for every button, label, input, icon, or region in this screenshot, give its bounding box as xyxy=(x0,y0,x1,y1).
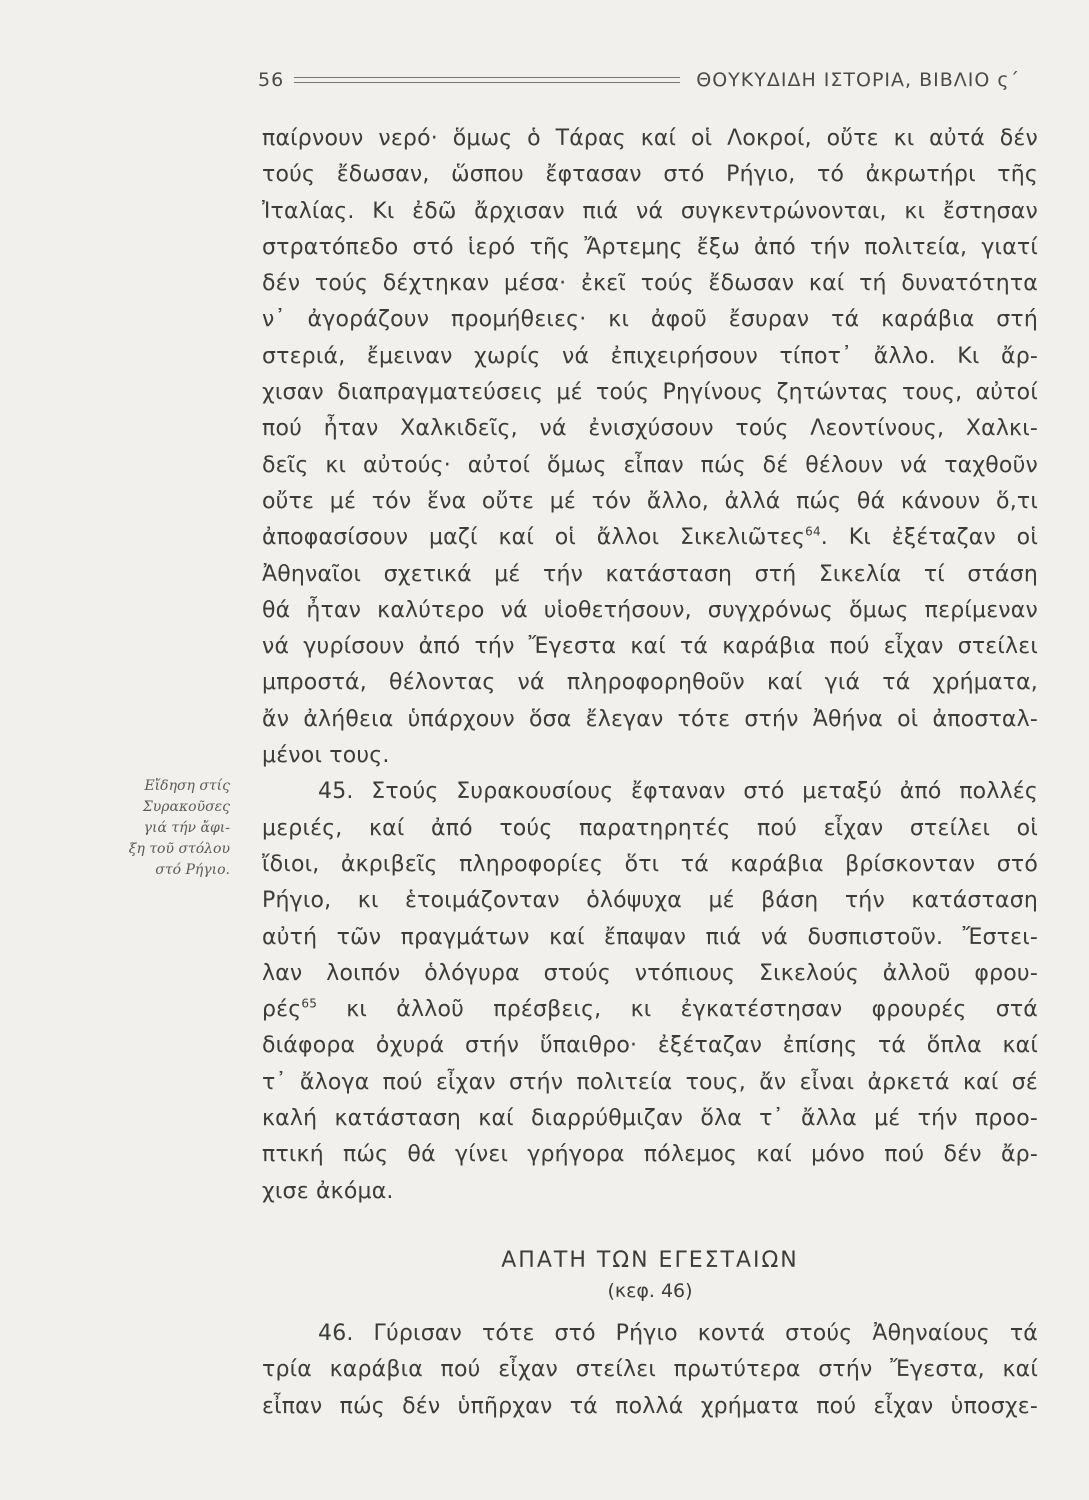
text-line: στεριά, ἔμειναν χωρίς νά ἐπιχειρήσουν τίποτ᾿ ἄλλο. Κι ἄρ- xyxy=(262,343,1038,369)
text-line: χισε ἀκόμα. xyxy=(262,1178,394,1204)
margin-note-line: γιά τήν ἄφι- xyxy=(143,820,230,836)
text-line: καλή κατάσταση καί διαρρύθμιζαν ὅλα τ᾿ ἄλλα μέ τήν προο- xyxy=(262,1106,1038,1132)
text-line: αὐτή τῶν πραγμάτων καί ἔπαψαν πιά νά δυσπιστοῦν. Ἔστει- xyxy=(262,924,1038,950)
text-line: τρία καράβια πού εἶχαν στείλει πρωτύτερα στήν Ἔγεστα, καί xyxy=(262,1357,1038,1383)
paragraph-46 xyxy=(262,1316,1038,1425)
text-fragment: ἀποφασίσουν μαζί καί οἱ ἄλλοι Σικελιῶτες xyxy=(262,525,806,551)
text-line: οὔτε μέ τόν ἕνα οὔτε μέ τόν ἄλλο, ἀλλά πώς θά κάνουν ὅ,τι xyxy=(262,488,1038,514)
text-line: πού ἦταν Χαλκιδεῖς, νά ἐνισχύσουν τούς Λεοντίνους, Χαλκι- xyxy=(262,416,1038,442)
text-line: πτική πώς θά γίνει γρήγορα πόλεμος καί μόνο πού δέν ἄρ- xyxy=(262,1142,1038,1168)
margin-note-line: Εἴδηση στίς xyxy=(144,778,230,794)
running-title: ΘΟΥΚΥΔΙΔΗ ΙΣΤΟΡΙΑ, ΒΙΒΛΙΟ ς΄ xyxy=(696,69,1020,91)
text-line: Ἀθηναῖοι σχετικά μέ τήν κατάσταση στή Σικελία τί στάση xyxy=(262,561,1038,587)
text-line: νά γυρίσουν ἀπό τήν Ἔγεστα καί τά καράβια πού εἶχαν στείλει xyxy=(262,634,1038,660)
text-fragment: . Κι ἐξέταζαν οἱ xyxy=(820,525,1038,551)
text-line xyxy=(262,992,1038,1028)
text-line: ν᾿ ἀγοράζουν προμήθειες· κι ἀφοῦ ἔσυραν τά καράβια στή xyxy=(262,307,1038,333)
paragraph-1 xyxy=(262,121,1038,774)
header-double-rule xyxy=(294,77,680,83)
text-line: 45. Στούς Συρακουσίους ἔφταναν στό μεταξύ ἀπό πολλές xyxy=(318,779,1038,805)
text-line: δεῖς κι αὐτούς· αὐτοί ὅμως εἶπαν πώς δέ θέλουν νά ταχθοῦν xyxy=(262,452,1038,478)
text-line: μένοι τους. xyxy=(262,743,390,769)
page-body xyxy=(262,121,1038,1425)
text-fragment: κι ἀλλοῦ πρέσβεις, κι ἐγκατέστησαν φρουρές στά xyxy=(317,997,1038,1023)
text-line: ἄν ἀλήθεια ὑπάρχουν ὅσα ἔλεγαν τότε στήν Ἀθήνα οἱ ἀποσταλ- xyxy=(262,706,1038,732)
text-line: τούς ἔδωσαν, ὥσπου ἔφτασαν στό Ρήγιο, τό ἀκρωτήρι τῆς xyxy=(262,162,1038,188)
section-subheading: (κεφ. 46) xyxy=(607,1279,693,1302)
text-line: θά ἦταν καλύτερο νά υἱοθετήσουν, συγχρόνως ὅμως περίμεναν xyxy=(262,597,1038,623)
margin-note xyxy=(70,776,230,881)
running-header xyxy=(258,66,1020,94)
text-line xyxy=(262,520,1038,556)
margin-note-line: Συρακοῦσες xyxy=(142,799,230,815)
text-line: δέν τούς δέχτηκαν μέσα· ἐκεῖ τούς ἔδωσαν καί τή δυνατότητα xyxy=(262,271,1038,297)
footnote-marker: 64 xyxy=(805,524,821,539)
text-line: μπροστά, θέλοντας νά πληροφορηθοῦν καί γιά τά χρήματα, xyxy=(262,670,1038,696)
text-line: Ἰταλίας. Κι ἐδῶ ἄρχισαν πιά νά συγκεντρώνονται, κι ἔστησαν xyxy=(262,198,1038,224)
text-fragment: ρές xyxy=(262,997,302,1023)
text-line: λαν λοιπόν ὁλόγυρα στούς ντόπιους Σικελούς ἀλλοῦ φρου- xyxy=(262,960,1038,986)
text-line: χισαν διαπραγματεύσεις μέ τούς Ρηγίνους ζητώντας τους, αὐτοί xyxy=(262,380,1038,406)
text-line: τ᾿ ἄλογα πού εἶχαν στήν πολιτεία τους, ἄν εἶναι ἀρκετά καί σέ xyxy=(262,1069,1038,1095)
text-line: εἶπαν πώς δέν ὑπῆρχαν τά πολλά χρήματα πού εἶχαν ὑποσχε- xyxy=(262,1393,1038,1419)
text-line: στρατόπεδο στό ἱερό τῆς Ἄρτεμης ἔξω ἀπό τήν πολιτεία, γιατί xyxy=(262,234,1038,260)
paragraph-45 xyxy=(262,774,1038,1210)
margin-note-line: στό Ρήγιο. xyxy=(155,862,230,878)
page-number: 56 xyxy=(258,69,285,91)
margin-note-line: ξη τοῦ στόλου xyxy=(128,841,230,857)
text-line: μεριές, καί ἀπό τούς παρατηρητές πού εἶχαν στείλει οἱ xyxy=(262,815,1038,841)
text-line: 46. Γύρισαν τότε στό Ρήγιο κοντά στούς Ἀθηναίους τά xyxy=(318,1320,1038,1346)
section-heading: ΑΠΑΤΗ ΤΩΝ ΕΓΕΣΤΑΙΩΝ xyxy=(501,1247,799,1273)
text-line: παίρνουν νερό· ὅμως ὁ Τάρας καί οἱ Λοκροί, οὔτε κι αὐτά δέν xyxy=(262,126,1038,151)
text-line: ἴδιοι, ἀκριβεῖς πληροφορίες ὅτι τά καράβια βρίσκονταν στό xyxy=(262,851,1038,877)
text-line: Ρήγιο, κι ἑτοιμάζονταν ὁλόψυχα μέ βάση τήν κατάσταση xyxy=(262,888,1038,914)
text-line: διάφορα ὀχυρά στήν ὕπαιθρο· ἐξέταζαν ἐπίσης τά ὅπλα καί xyxy=(262,1033,1038,1059)
footnote-marker: 65 xyxy=(301,996,318,1011)
